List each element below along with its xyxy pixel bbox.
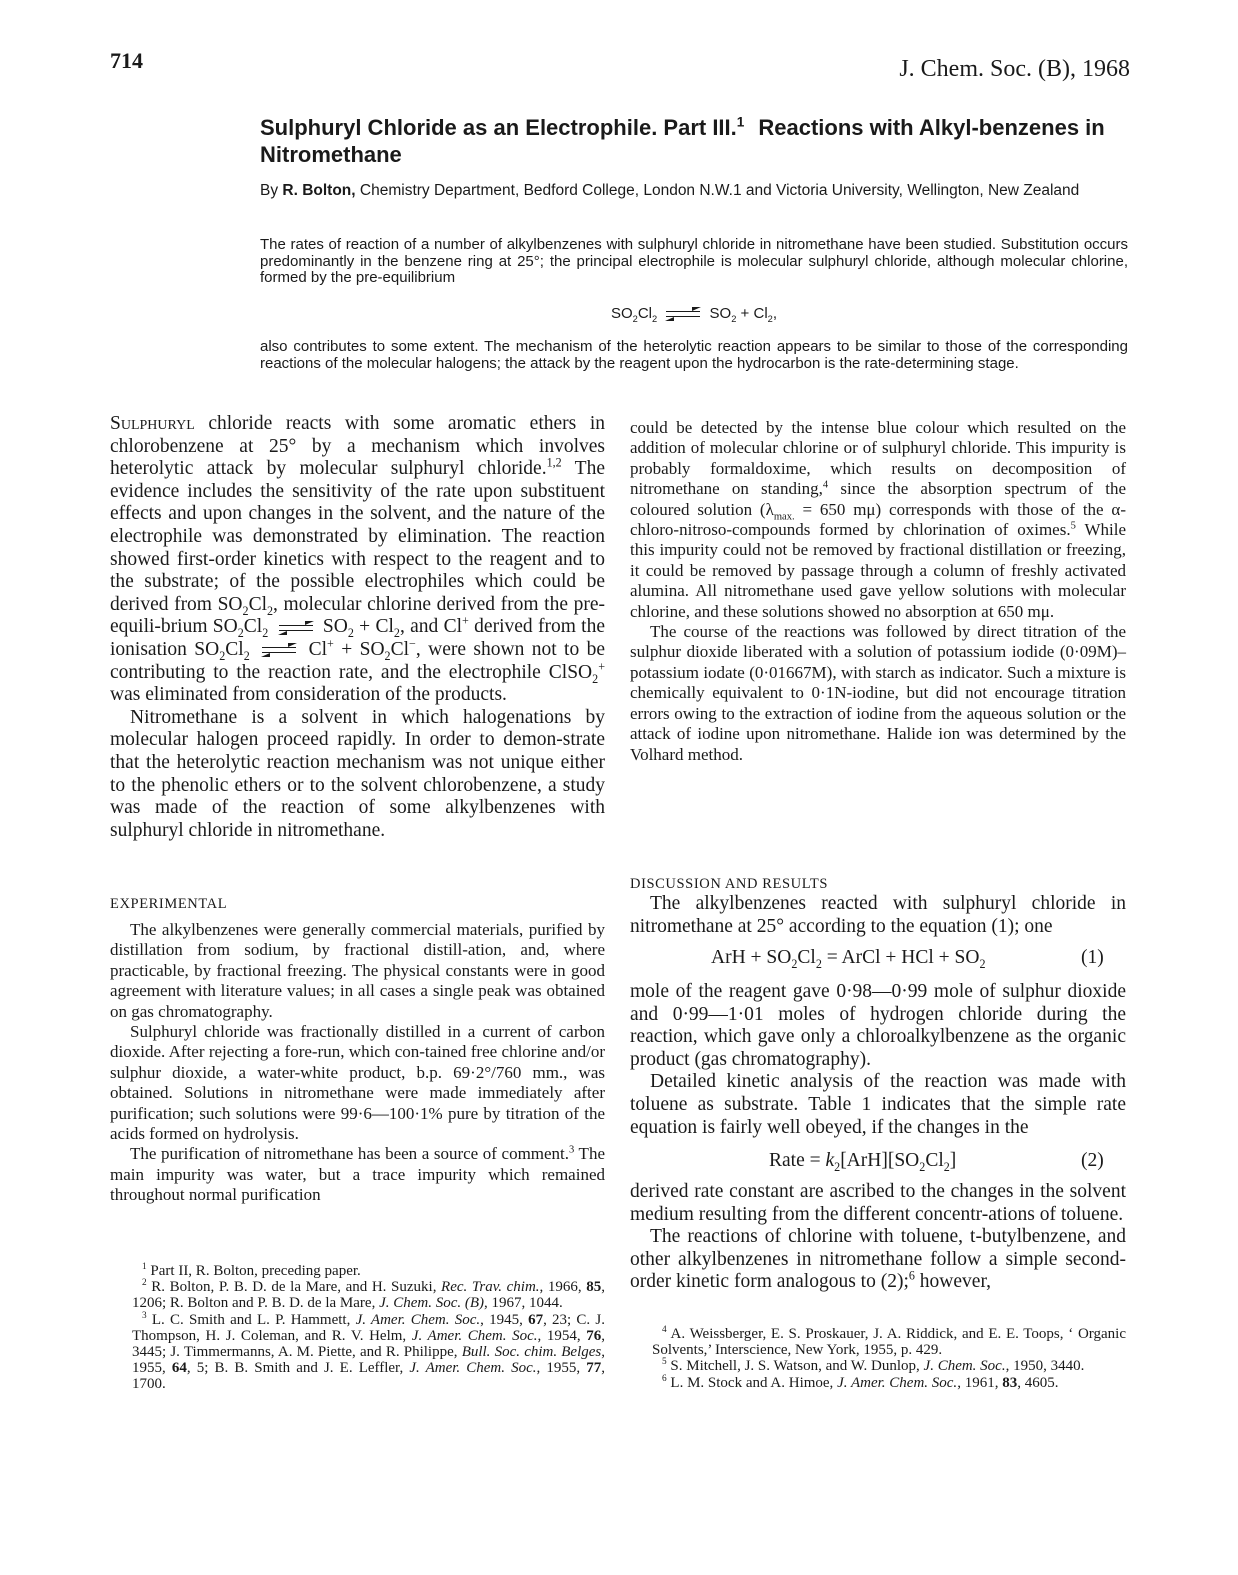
eq-term: ArH + SO	[711, 947, 792, 968]
equation-2	[769, 1150, 956, 1172]
equilibrium-arrows-icon	[279, 622, 313, 634]
eq-term: Cl	[797, 947, 816, 968]
eq-term: k	[825, 1150, 835, 1171]
section-heading: EXPERIMENTAL	[110, 896, 228, 912]
discussion-text: derived rate constant are ascribed to the changes in the solvent medium resulting from the different concentr-ations of toluene.	[630, 1181, 1126, 1225]
intro-paragraph-2: Nitromethane is a solvent in which halogenations by molecular halogen proceed rapidly. In order to demon-strate that the heterolytic reaction mechanism was not unique either to the phenolic ethers or to the solvent chlorobenzene, a study was made of the reaction of some alkylbenzenes with sulphuryl chloride in nitromethane.	[110, 706, 605, 841]
journal-name: J. Chem. Soc.	[923, 1358, 1006, 1375]
ref-superscript: 1,2	[546, 455, 562, 470]
text-run: + Cl	[353, 616, 394, 638]
superscript: +	[462, 613, 469, 628]
discussion-text: mole of the reagent gave 0·98—0·99 mole of sulphur dioxide and 0·99—1·01 moles of hydrogen chloride during the reaction, which gave only a chloroalkylbenzene as the organic product (gas chromatography).	[630, 981, 1126, 1070]
experimental-para-2: Sulphuryl chloride was fractionally distilled in a current of carbon dioxide. After rejecting a fore-run, which con-tained free chlorine and/or sulphur dioxide, a water-white product, b.p. 69·2°/760 mm., was obtained. Solutions in nitromethane were made immediately after purification; such solutions were 99·6—100·1% pure by titration of the acids formed on hydrolysis.	[110, 1022, 605, 1144]
text-run: derived from the ionisation SO	[110, 616, 605, 660]
subscript: 2	[219, 648, 226, 663]
subscript: 2	[237, 626, 244, 641]
impurity-paragraph	[630, 418, 1126, 622]
text-run: could be detected by the intense blue colour which resulted on the addition of molecular chlorine or of sulphuryl chloride. This impurity is probably formaldoxime, which results on decomposition of nitromethane on standing,	[630, 418, 1126, 499]
discussion-para-1	[630, 893, 1126, 938]
text-run: , were shown not to be contributing to the reaction rate, and the electrophile ClSO	[110, 638, 605, 683]
equation-1-number: (1)	[1081, 947, 1104, 968]
text-run: since the absorption spectrum of the coloured solution (λ	[630, 479, 1126, 519]
abstract-para1: The rates of reaction of a number of alkylbenzenes with sulphuryl chloride in nitromethane have been studied. Substitution occurs predominantly in the benzene ring at 25°; the principal electrophile is molecular sulphuryl chloride, although molecular chlorine, formed by the pre-equilibrium	[260, 236, 1128, 286]
footnote-number: 1	[142, 1262, 147, 1272]
volume: 77	[586, 1360, 602, 1377]
text-run: , 1945,	[480, 1311, 529, 1328]
footnote-1	[110, 1263, 605, 1279]
subscript: 2	[919, 1159, 926, 1174]
text-run: , 5; B. B. Smith and J. E. Leffler,	[186, 1360, 410, 1377]
subscript: 2	[393, 626, 400, 641]
footnotes-right	[630, 1326, 1126, 1391]
ref-superscript: 5	[1070, 520, 1076, 532]
text-run: Cl	[301, 638, 328, 660]
footnotes-left	[110, 1263, 605, 1393]
equilibrium-arrows-icon	[666, 308, 700, 320]
text-run: The purification of nitromethane has been a source of comment.	[130, 1144, 570, 1164]
footnote-3	[110, 1312, 605, 1393]
text-run: , 4605.	[1017, 1374, 1059, 1391]
superscript: +	[327, 636, 334, 651]
footnote-4	[630, 1326, 1126, 1358]
abstract-equilibrium	[260, 305, 1128, 322]
eq-term: = ArCl + HCl + SO	[821, 947, 980, 968]
subscript: 2	[347, 626, 354, 641]
volume: 64	[171, 1360, 187, 1377]
discussion-para-3	[630, 1181, 1126, 1294]
text-run: , 1966,	[539, 1279, 587, 1296]
subscript: 2	[242, 603, 249, 618]
journal-name: J. Amer. Chem. Soc.	[355, 1311, 481, 1328]
journal-citation: J. Chem. Soc. (B), 1968	[899, 56, 1130, 82]
eq-term: ]	[949, 1150, 957, 1171]
equilibrium-arrows-icon	[262, 644, 296, 656]
text-run: L. M. Stock and A. Himoe,	[670, 1374, 838, 1391]
eq-sub: 2	[632, 314, 638, 324]
text-run: Cl	[390, 638, 410, 660]
subscript: 2	[267, 603, 274, 618]
text-run: The reactions of chlorine with toluene, t-butylbenzene, and other alkylbenzenes in nitromethane follow a simple second-order kinetic form analogous to (2);	[630, 1226, 1126, 1293]
text-run: R. Bolton, P. B. D. de la Mare, and H. Suzuki,	[151, 1279, 442, 1296]
text-run: The evidence includes the sensitivity of the rate upon substituent effects and upon changes in the solvent, and the nature of the electrophile was demonstrated by elimination. The reaction showed first-order kinetics with respect to the reagent and to the substrate; of the possible electrophiles which could be derived from SO	[110, 458, 606, 615]
text-run: , and Cl	[399, 616, 463, 638]
text-run: SO	[317, 616, 348, 638]
text-run: While this impurity could not be removed by fractional distillation or freezing, it could be removed by passage through a column of freshly activated alumina. All nitromethane used gave yellow solutions with molecular chlorine, and these solutions showed no absorption at 650 mμ.	[630, 520, 1126, 621]
footnote-number: 5	[662, 1357, 667, 1368]
subscript: 2	[791, 956, 798, 971]
text-run: , 1955,	[132, 1344, 606, 1377]
subscript: 2	[243, 648, 250, 663]
subscript: max.	[773, 511, 795, 523]
text-run: , 1950, 3440.	[1005, 1358, 1085, 1375]
experimental-para-3	[110, 1144, 605, 1205]
discussion-text: Detailed kinetic analysis of the reaction was made with toluene as substrate. Table 1 indicates that the simple rate equation is fairly well obeyed, if the changes in the	[630, 1071, 1126, 1138]
small-caps-word: Sulphuryl	[110, 413, 195, 434]
section-heading: DISCUSSION AND RESULTS	[630, 876, 828, 892]
experimental-heading	[110, 893, 605, 914]
ref-superscript: 6	[908, 1268, 915, 1283]
eq-term: Rate =	[769, 1150, 826, 1171]
left-column-intro	[110, 413, 605, 842]
subscript: 2	[384, 648, 391, 663]
eq-term: + Cl	[736, 305, 768, 322]
ref-superscript: 4	[822, 479, 829, 491]
text-run: S. Mitchell, J. S. Watson, and W. Dunlop,	[670, 1358, 924, 1375]
subscript: 2	[834, 1159, 841, 1174]
footnote-number: 6	[662, 1373, 667, 1384]
journal-name: J. Chem. Soc. (B)	[379, 1295, 485, 1312]
byline-by: By	[260, 182, 279, 199]
eq-sub: 2	[767, 314, 773, 324]
eq-term: [ArH][SO	[840, 1150, 920, 1171]
eq-sub: 2	[731, 314, 737, 324]
experimental-para-1: The alkylbenzenes were generally commercial materials, purified by distillation from sodium, by fractional distill-ation, and, where practicable, by fractional freezing. The physical constants were in good agreement with literature values; in all cases a single peak was obtained on gas chromatography.	[110, 920, 605, 1021]
subscript: 2	[979, 956, 986, 971]
footnote-2	[110, 1279, 605, 1311]
superscript: −	[409, 636, 416, 651]
text-run: L. C. Smith and L. P. Hammett,	[151, 1311, 356, 1328]
title-part1: Sulphuryl Chloride as an Electrophile. Part III.	[260, 115, 737, 140]
text-run: , 1955,	[536, 1360, 587, 1377]
journal-name: J. Amer. Chem. Soc.	[409, 1360, 537, 1377]
text-run: however,	[914, 1271, 992, 1293]
eq-term: Cl	[925, 1150, 944, 1171]
superscript: +	[598, 659, 605, 674]
text-run: Cl	[225, 638, 244, 660]
right-column-experimental	[630, 418, 1126, 765]
volume: 76	[586, 1327, 602, 1344]
subscript: 2	[943, 1159, 950, 1174]
volume: 67	[528, 1311, 544, 1328]
text-run: , 23; C. J. Thompson, H. J. Coleman, and R. V. Helm,	[132, 1311, 605, 1344]
text-run: , 1206; R. Bolton and P. B. D. de la Mare,	[132, 1279, 606, 1312]
eq-term: SO	[610, 305, 633, 322]
discussion-heading	[630, 873, 1126, 894]
abstract-para2: also contributes to some extent. The mechanism of the heterolytic reaction appears to be similar to those of the corresponding reactions of the molecular halogens; the attack by the reagent upon the hydrocarbon is the rate-determining stage.	[260, 338, 1128, 372]
subscript: 2	[262, 626, 269, 641]
text-run: chloride reacts with some aromatic ethers in chlorobenzene at 25° by a mechanism which involves heterolytic attack by molecular sulphuryl chloride.	[110, 413, 605, 480]
text-run: = 650 mμ) corresponds with those of the α-chloro-nitroso-compounds formed by chlorination of oximes.	[630, 499, 1126, 540]
author-affiliation: Chemistry Department, Bedford College, London N.W.1 and Victoria University, Wellington, New Zealand	[359, 182, 1080, 199]
ref-superscript: 3	[569, 1144, 575, 1156]
author-name: R. Bolton,	[282, 182, 356, 199]
text-run: , 1700.	[132, 1360, 606, 1393]
footnote-number: 2	[142, 1278, 147, 1289]
article-title	[260, 114, 1140, 168]
eq-term: Cl	[637, 305, 653, 322]
text-run: , molecular chlorine derived from the pre-equili-brium SO	[110, 593, 605, 638]
title-part2: Reactions with Alkyl-benzenes in Nitromethane	[260, 115, 1105, 167]
text-run: , 1961,	[957, 1374, 1003, 1391]
journal-name: Bull. Soc. chim. Belges	[461, 1344, 602, 1361]
experimental-section	[110, 920, 605, 1206]
eq-sub: 2	[652, 314, 658, 324]
footnote-number: 3	[142, 1310, 147, 1321]
text-run: + SO	[333, 638, 385, 660]
intro-paragraph	[110, 413, 605, 707]
titration-paragraph: The course of the reactions was followed by direct titration of the sulphur dioxide liberated with a solution of potassium iodide (0·09M)–potassium iodate (0·01667M), with starch as indicator. Such a mixture is chemically equivalent to 0·1N-iodine, but did not encourage titration errors owing to the extraction of iodine from the aqueous solution or the attack of iodine upon nitromethane. Halide ion was determined by the Volhard method.	[630, 622, 1126, 764]
journal-name: J. Amer. Chem. Soc.	[837, 1374, 958, 1391]
eq-term: SO	[709, 305, 732, 322]
equation-2-number: (2)	[1081, 1150, 1104, 1171]
page-number: 714	[110, 48, 143, 73]
subscript: 2	[815, 956, 822, 971]
title-ref: 1	[736, 114, 745, 130]
text-run: Cl	[243, 616, 263, 638]
volume: 83	[1002, 1374, 1018, 1391]
volume: 85	[586, 1279, 602, 1296]
equation-1	[711, 947, 986, 969]
eq-term: ,	[772, 305, 777, 322]
discussion-text: The alkylbenzenes reacted with sulphuryl chloride in nitromethane at 25° according to the equation (1); one	[630, 893, 1126, 937]
text-run: The main impurity was water, but a trace impurity which remained throughout normal purification	[110, 1144, 605, 1205]
text-run: , 3445; J. Timmermanns, A. M. Piette, and R. Philippe,	[132, 1327, 605, 1361]
text-run: , 1954,	[537, 1327, 587, 1344]
footnote-6	[630, 1375, 1126, 1391]
text-run: , 1967, 1044.	[484, 1295, 563, 1312]
footnote-5	[630, 1358, 1126, 1374]
journal-name: J. Amer. Chem. Soc.	[411, 1327, 538, 1344]
byline	[260, 181, 1182, 200]
subscript: 2	[592, 671, 599, 686]
discussion-para-2	[630, 981, 1126, 1139]
discussion-text	[630, 1226, 1126, 1294]
text-run: Cl	[248, 593, 267, 615]
text-run: Part II, R. Bolton, preceding paper.	[150, 1263, 361, 1279]
text-run: A. Weissberger, E. S. Proskauer, J. A. Riddick, and E. E. Toops, ‘ Organic Solvents,’ Interscience, New York, 1955, p. 429.	[652, 1326, 1126, 1359]
journal-name: Rec. Trav. chim.	[441, 1279, 540, 1296]
text-run: was eliminated from consideration of the products.	[110, 684, 507, 706]
footnote-number: 4	[662, 1325, 667, 1335]
